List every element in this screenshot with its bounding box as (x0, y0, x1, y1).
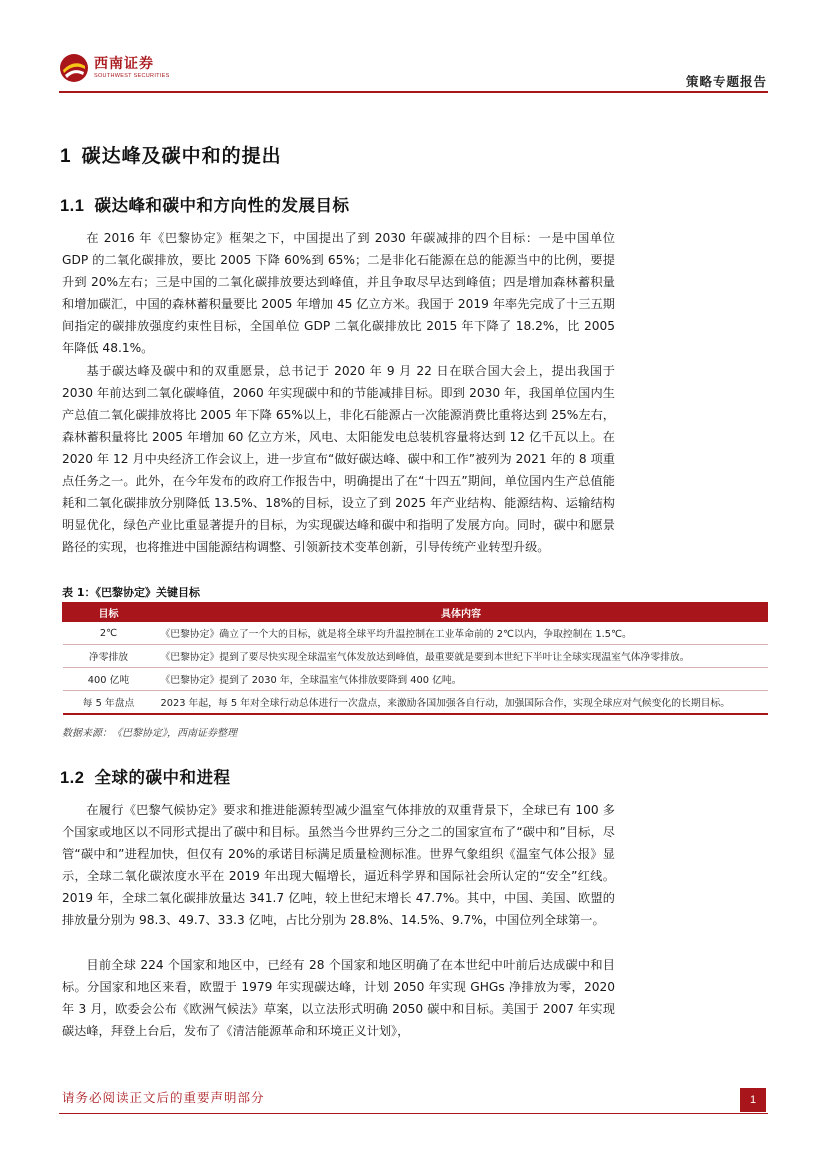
report-type-label: 策略专题报告 (685, 74, 767, 89)
table-cell-goal: 400 亿吨 (63, 668, 155, 691)
table-cell-goal: 净零排放 (63, 645, 155, 668)
table-source-note: 数据来源：《巴黎协定》，西南证券整理 (62, 728, 237, 739)
table-cell-content: 《巴黎协定》确立了一个大的目标，就是将全球平均升温控制在工业革命前的 2℃以内，争取控制在 1.5℃。 (155, 622, 768, 645)
section-number: 1.1 (60, 197, 85, 215)
table-cell-content: 《巴黎协定》提到了 2030 年，全球温室气体排放要降到 400 亿吨。 (155, 668, 768, 691)
paragraph-1-2-b: 目前全球 224 个国家和地区中，已经有 28 个国家和地区明确了在本世纪中叶前后达成碳中和目标。分国家和地区来看，欧盟于 1979 年实现碳达峰，计划 2050 年实现 GHGs 净排放为零，2020 年 3 月，欧委会公布《欧洲气候法》草案，以立法形式明确 2050 碳中和目标。美国于 2007 年实现碳达峰，拜登上台后，发布了《清洁能源革命和环境正义计划》， (62, 958, 615, 1038)
section-title: 碳达峰及碳中和的提出 (81, 145, 282, 167)
footer-disclaimer: 请务必阅读正文后的重要声明部分 (62, 1090, 265, 1105)
logo-chinese-name: 西南证券 (94, 56, 154, 72)
table-cell-goal: 每 5 年盘点 (63, 691, 155, 714)
footer-divider (59, 1113, 768, 1114)
table-row (63, 645, 768, 668)
section-title: 全球的碳中和进程 (94, 768, 231, 787)
table-row (63, 622, 768, 645)
section-number: 1.2 (60, 769, 85, 787)
paragraph-1-2-a: 在履行《巴黎气候协定》要求和推进能源转型减少温室气体排放的双重背景下，全球已有 100 多个国家或地区以不同形式提出了碳中和目标。虽然当今世界约三分之二的国家宣布了“碳中和”目标，尽管“碳中和”进程加快，但仅有 20%的承诺目标满足质量检测标准。世界气象组织《温室气体公报》显示，全球二氧化碳浓度水平在 2019 年出现大幅增长，逼近科学界和国际社会所认定的“安全”红线。2019 年，全球二氧化碳排放量达 341.7 亿吨，较上世纪末增长 47.7%。其中，中国、美国、欧盟的排放量分别为 98.3、49.7、33.3 亿吨，占比分别为 28.8%、14.5%、9.7%，中国位列全球第一。 (62, 803, 615, 927)
table-cell-content: 2023 年起，每 5 年对全球行动总体进行一次盘点，来激励各国加强各自行动，加强国际合作，实现全球应对气候变化的长期目标。 (155, 691, 768, 714)
table-row (63, 668, 768, 691)
section-heading-1-1 (60, 192, 349, 216)
header-divider (59, 91, 768, 93)
table-caption: 表 1：《巴黎协定》关键目标 (62, 586, 200, 599)
table-cell-goal: 2℃ (63, 622, 155, 645)
table-header-row (63, 603, 768, 622)
section-heading-1-2 (60, 764, 230, 788)
page-number: 1 (740, 1088, 766, 1112)
paragraph-1-1-a: 在 2016 年《巴黎协定》框架之下，中国提出了到 2030 年碳减排的四个目标：一是中国单位 GDP 的二氧化碳排放，要比 2005 下降 60%到 65%；二是非化石能源在总的能源当中的比例，要提升到 20%左右；三是中国的二氧化碳排放要达到峰值，并且争取尽早达到峰值；四是增加森林蓄积量和增加碳汇，中国的森林蓄积量要比 2005 年增加 45 亿立方米。我国于 2019 年率先完成了十三五期间指定的碳排放强度约束性目标，全国单位 GDP 二氧化碳排放比 2015 年下降了 18.2%，比 2005 年降低 48.1%。 (62, 231, 615, 355)
company-logo (59, 50, 171, 86)
table-header-content: 具体内容 (155, 603, 768, 622)
section-title: 碳达峰和碳中和方向性的发展目标 (94, 196, 350, 215)
table-cell-content: 《巴黎协定》提到了要尽快实现全球温室气体发放达到峰值，最重要就是要到本世纪下半叶让全球实现温室气体净零排放。 (155, 645, 768, 668)
section-number: 1 (60, 146, 72, 167)
paris-agreement-goals-table (62, 602, 768, 715)
paragraph-1-1-b: 基于碳达峰及碳中和的双重愿景，总书记于 2020 年 9 月 22 日在联合国大会上，提出我国于 2030 年前达到二氧化碳峰值，2060 年实现碳中和的节能减排目标。即到 2030 年，我国单位国内生产总值二氧化碳排放将比 2005 年下降 65%以上，非化石能源占一次能源消费比重将达到 25%左右，森林蓄积量将比 2005 年增加 60 亿立方米，风电、太阳能发电总装机容量将达到 12 亿千瓦以上。在 2020 年 12 月中央经济工作会议上，进一步宣布“做好碳达峰、碳中和工作”被列为 2021 年的 8 项重点任务之一。此外，在今年发布的政府工作报告中，明确提出了在“十四五”期间，单位国内生产总值能耗和二氧化碳排放分别降低 13.5%、18%的目标，设立了到 2025 年产业结构、能源结构、运输结构明显优化，绿色产业比重显著提升的目标，为实现碳达峰和碳中和指明了发展方向。同时，碳中和愿景路径的实现，也将推进中国能源结构调整、引领新技术变革创新，引导传统产业转型升级。 (62, 364, 615, 554)
table-header-goal: 目标 (63, 603, 155, 622)
logo-english-name: SOUTHWEST SECURITIES (94, 73, 170, 79)
section-heading-1 (60, 141, 282, 168)
logo-emblem-icon (59, 53, 89, 83)
table-row (63, 691, 768, 714)
